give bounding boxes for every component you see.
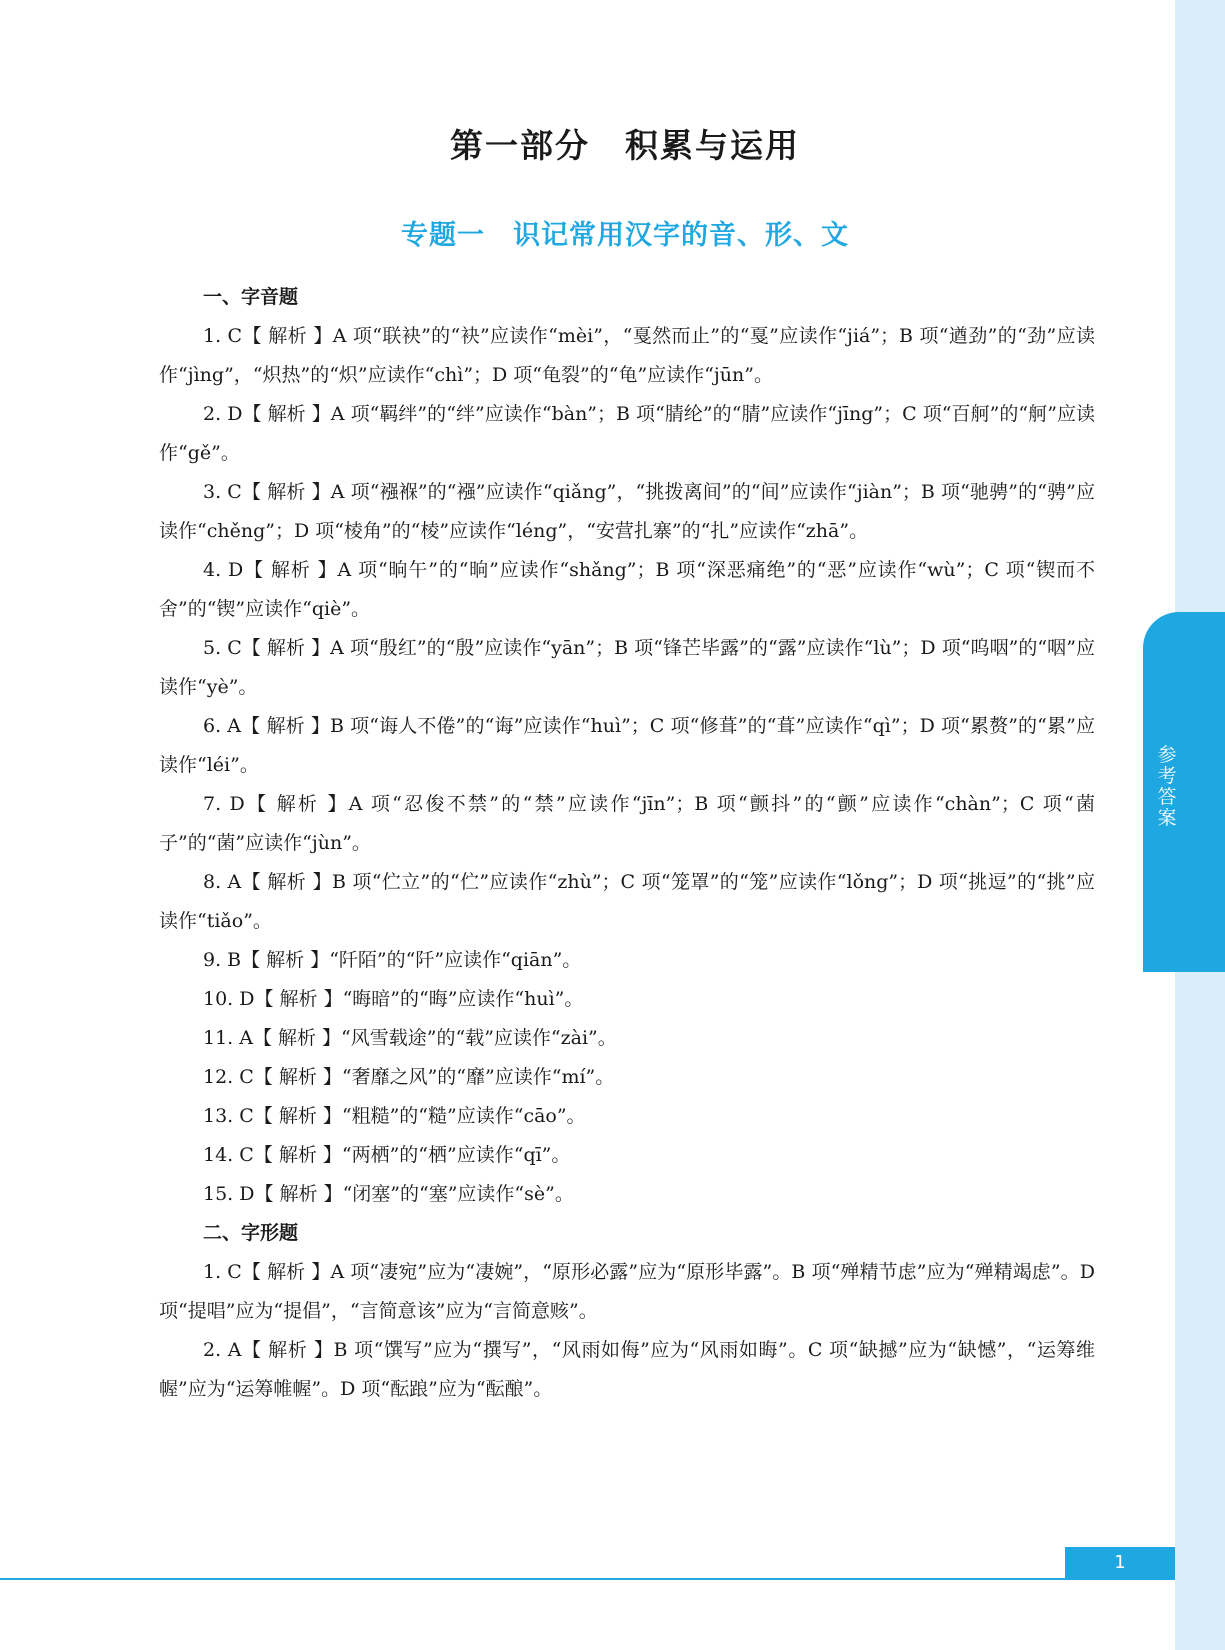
answer-item: 3. C【 解析 】A 项“襁褓”的“襁”应读作“qiǎng”，“挑拨离间”的“间”应读作“jiàn”；B 项“驰骋”的“骋”应读作“chěng”；D 项“棱角”的“棱”应读作“léng”，“安营扎寨”的“扎”应读作“zhā”。 <box>159 481 1095 542</box>
section-heading-pronunciation: 一、字音题 <box>203 286 299 308</box>
answer-item: 4. D【 解析 】A 项“晌午”的“晌”应读作“shǎng”；B 项“深恶痛绝”的“恶”应读作“wù”；C 项“锲而不舍”的“锲”应读作“qiè”。 <box>159 559 1095 620</box>
answer-item: 7. D【 解析 】A 项“忍俊不禁”的“禁”应读作“jīn”；B 项“颤抖”的“颤”应读作“chàn”；C 项“菌子”的“菌”应读作“jùn”。 <box>159 793 1095 854</box>
answer-item: 2. A【 解析 】B 项“馔写”应为“撰写”，“风雨如侮”应为“风雨如晦”。C 项“缺撼”应为“缺憾”，“运筹维幄”应为“运筹帷幄”。D 项“酝踉”应为“酝酿”。 <box>159 1339 1095 1400</box>
answer-item: 13. C【 解析 】“粗糙”的“糙”应读作“cāo”。 <box>203 1105 586 1127</box>
page-number: 1 <box>1065 1547 1175 1579</box>
answer-item: 14. C【 解析 】“两栖”的“栖”应读作“qī”。 <box>203 1144 571 1166</box>
answer-item: 15. D【 解析 】“闭塞”的“塞”应读作“sè”。 <box>203 1183 574 1205</box>
answer-item: 9. B【 解析 】“阡陌”的“阡”应读作“qiān”。 <box>203 949 582 971</box>
answer-item: 11. A【 解析 】“风雪载途”的“载”应读作“zài”。 <box>203 1027 617 1049</box>
section-subtitle: 专题一 识记常用汉字的音、形、文 <box>401 220 849 251</box>
footer-divider <box>0 1578 1175 1580</box>
answer-item: 1. C【 解析 】A 项“凄宛”应为“凄婉”，“原形必露”应为“原形毕露”。B 项“殚精节虑”应为“殚精竭虑”。D 项“提唱”应为“提倡”，“言简意该”应为“言简意赅”。 <box>159 1261 1095 1322</box>
answer-item: 10. D【 解析 】“晦暗”的“晦”应读作“huì”。 <box>203 988 584 1010</box>
answer-content <box>159 278 1095 1409</box>
answer-item: 6. A【 解析 】B 项“诲人不倦”的“诲”应读作“huì”；C 项“修葺”的“葺”应读作“qì”；D 项“累赘”的“累”应读作“léi”。 <box>159 715 1095 776</box>
answer-item: 12. C【 解析 】“奢靡之风”的“靡”应读作“mí”。 <box>203 1066 615 1088</box>
page-title: 第一部分 积累与运用 <box>450 126 800 165</box>
answer-item: 2. D【 解析 】A 项“羁绊”的“绊”应读作“bàn”；B 项“腈纶”的“腈”应读作“jīng”；C 项“百舸”的“舸”应读作“gě”。 <box>159 403 1095 464</box>
section-heading-glyph: 二、字形题 <box>203 1222 299 1244</box>
answer-item: 1. C【 解析 】A 项“联袂”的“袂”应读作“mèi”，“戛然而止”的“戛”应读作“jiá”；B 项“遒劲”的“劲”应读作“jìng”，“炽热”的“炽”应读作“chì”；D 项“龟裂”的“龟”应读作“jūn”。 <box>159 325 1095 386</box>
answer-item: 8. A【 解析 】B 项“伫立”的“伫”应读作“zhù”；C 项“笼罩”的“笼”应读作“lǒng”；D 项“挑逗”的“挑”应读作“tiǎo”。 <box>159 871 1095 932</box>
side-tab-label: 参考答案 <box>1157 744 1177 829</box>
answer-item: 5. C【 解析 】A 项“殷红”的“殷”应读作“yān”；B 项“锋芒毕露”的“露”应读作“lù”；D 项“呜咽”的“咽”应读作“yè”。 <box>159 637 1095 698</box>
